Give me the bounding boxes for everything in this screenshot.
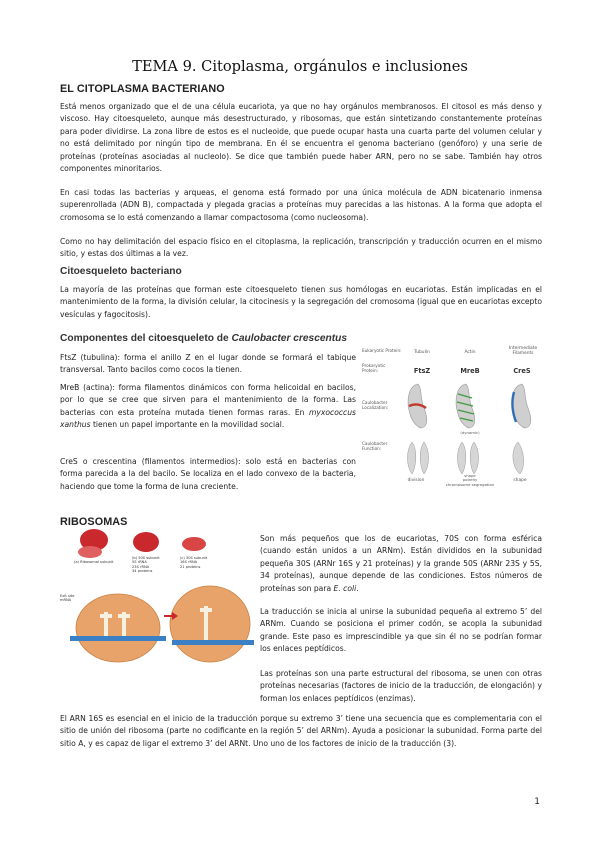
fig1-division-half-right — [420, 442, 428, 474]
heading-ribosomas: RIBOSOMAS — [60, 516, 128, 528]
heading-citoesqueleto: Citoesqueleto bacteriano — [60, 266, 182, 277]
fig1-col3-top: Intermediate Filaments — [508, 346, 538, 356]
figure-ribosomes — [60, 516, 258, 676]
fig2-label-side: Exit site mRNA — [60, 594, 75, 603]
page-number: 1 — [534, 797, 540, 807]
fig1-ftsz-label: FtsZ — [413, 367, 431, 375]
fig2-drawing — [60, 516, 258, 676]
paragraph-citoesqueleto: La mayoría de las proteínas que forman este citoesqueleto tienen sus homólogas en eucariotas. Están implicadas en el mantenimiento de la forma, la división celular, la citocinesis y la segregación del cromosoma (igual que en eucariotas excepto vesículas y fagocitosis). — [60, 285, 542, 319]
fig2-label-50s: (b) 50S subunit 5S rRNA 23S rRNA 34 proteins — [132, 556, 160, 574]
fig2-mrna-right — [172, 640, 254, 645]
fig1-col2-top: Actin — [464, 350, 476, 355]
fig1-shape-cell — [513, 442, 524, 474]
paragraph-ribosomas-2: La traducción se inicia al unirse la subunidad pequeña al extremo 5’ del ARNm. Cuando se posiciona el primer codón, se acopla la subunidad grande. Este paso es imprescindible ya que sin él no se podrían formar los enlaces peptídicos. — [260, 607, 542, 654]
fig2-complex-right — [170, 586, 250, 662]
fig1-row-function: Caulobacter Function: — [362, 441, 388, 451]
figure-cytoskeleton — [362, 346, 548, 494]
paragraph-ftsz: FtsZ (tubulina): forma el anillo Z en el lugar donde se formará el tabique transversal. Tanto bacilos como cocos la tienen. — [60, 353, 356, 375]
paragraph-cres: CreS o crescentina (filamentos intermedios): solo está en bacterias con forma parecida a la del bacilo. Se localiza en el lado convexo de la bacteria, haciendo que tome la forma de luna creciente. — [60, 457, 356, 491]
fig2-label-30s: (c) 30S subunit 16S rRNA 21 proteins — [180, 556, 208, 569]
paragraph-ribosomas-4: El ARN 16S es esencial en el inicio de la traducción porque su extremo 3’ tiene una secuencia que es complementaria con el sitio de unión del ribosoma (parte no codificante en la región 5’ del ARNm). Ayuda a posicionar la subunidad. Forma parte del sitio A, y es capaz de ligar el extremo 3’ del ARNt. Uno uno de los factores de inicio de la traducción (3). — [60, 714, 542, 748]
fig1-fn-shape-polarity: shape polarity chromosome segregation — [445, 473, 495, 487]
fig1-mreb-label: MreB — [460, 367, 480, 375]
heading-citoplasma: EL CITOPLASMA BACTERIANO — [60, 83, 225, 95]
fig1-drawing — [362, 346, 548, 494]
fig1-fn-shape: shape — [513, 478, 527, 483]
fig1-fn-division: division — [407, 478, 425, 483]
paragraph-mreb: MreB (actina): forma filamentos dinámicos con forma helicoidal en bacilos, por lo que se cree que sirven para el mantenimiento de la forma. Las bacterias con esta proteína mutada tienen formas raras. En myxococcus xanthus tienen un papel importante en la movilidad social. — [60, 383, 356, 430]
page-title: TEMA 9. Citoplasma, orgánulos e inclusiones — [132, 58, 468, 75]
fig1-row-localization: Caulobacter Localization: — [362, 400, 389, 410]
fig2-label-70s: (a) Ribosomal subunit — [74, 560, 114, 564]
fig1-row-eukaryotic: Eukaryotic Protein: — [362, 348, 402, 353]
fig1-segregation-right — [470, 442, 478, 474]
fig1-col1-top: Tubulin — [414, 350, 430, 355]
paragraph-ribosomas-1: Son más pequeños que los de eucariotas, 70S con forma esférica (cuando están unidos a un ARNm). Están divididos en la subunidad pequeña 30S (ARNr 16S y 21 proteínas) y la grande 50S (ARNr 23S y 5S, 34 proteínas), aunque depende de las condiciones. Estos números de proteínas son para E. coli. — [260, 534, 542, 593]
fig1-segregation-left — [458, 442, 466, 474]
fig2-50s-subunit — [133, 532, 159, 552]
paragraph-citoplasma-1: Está menos organizado que el de una célula eucariota, ya que no hay orgánulos membranosos. El citosol es más denso y viscoso. Hay citoesqueleto, aunque más desestructurado, y ribosomas, que están sintetizando constantemente proteínas para poder dividirse. La zona libre de estos es el nucleoide, que puede ocupar hasta una cuarta parte del volumen celular y no está delimitado por ningún tipo de membrana. En él se encuentra el genoma bacteriano (genóforo) y una serie de proteínas (proteínas asociadas al nucleolo). Se dice que también puede haber ARN, pero no se sabe. También hay otros componentes minoritarios. — [60, 102, 542, 174]
fig1-division-half-left — [408, 442, 416, 474]
fig2-complex-left — [76, 594, 160, 662]
paragraph-citoplasma-2: En casi todas las bacterias y arqueas, el genoma está formado por una única molécula de ADN bicatenario inmensa superenrollada (ADN B), compactada y plegada gracias a proteínas muy parecidas a las histonas. A la forma que adopta el cromosoma se lo está comenzando a llamar compactosoma (como nucleosoma). — [60, 188, 542, 222]
paragraph-ribosomas-3: Las proteínas son una parte estructural del ribosoma, se unen con otras proteínas necesarias (factores de inicio de la traducción, de elongación) y forman los enlaces peptídicos (enzimas). — [260, 669, 542, 703]
fig2-70s-small — [78, 546, 102, 558]
fig2-30s-subunit — [182, 537, 206, 551]
fig2-mrna-left — [70, 636, 166, 641]
fig1-mreb-dynamic: (dynamic) — [460, 430, 480, 435]
paragraph-citoplasma-3: Como no hay delimitación del espacio físico en el citoplasma, la replicación, transcripción y traducción ocurren en el mismo sitio, y estas dos últimas a la vez. — [60, 237, 542, 259]
heading-componentes: Componentes del citoesqueleto de Caulobacter crescentus — [60, 333, 348, 344]
fig1-row-prokaryotic: Prokaryotic Protein: — [362, 363, 386, 373]
fig1-cres-label: CreS — [513, 367, 531, 375]
